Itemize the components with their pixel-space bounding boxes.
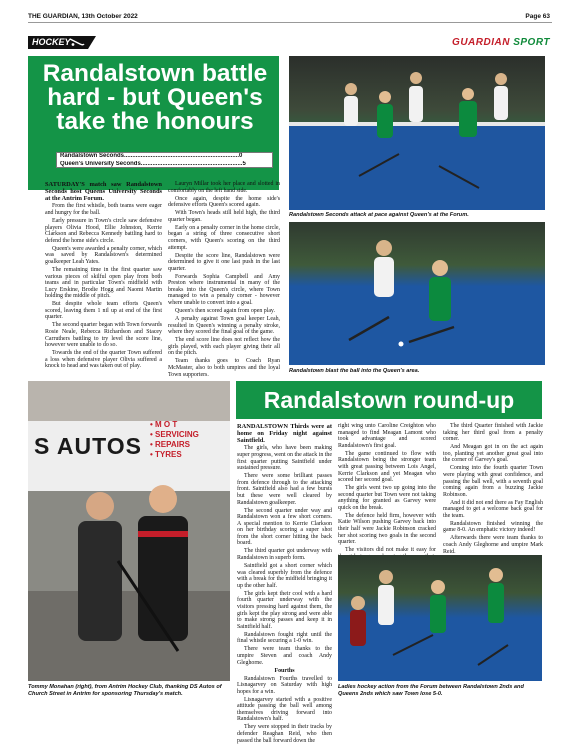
paragraph: Lisnagarvey started with a positive attitude passing the ball well among themselves driving forward into Randalstown's half. [237, 696, 332, 723]
sign-line: • M O T [150, 420, 178, 429]
guardian-sport-logo [452, 37, 550, 48]
sign-line: • TYRES [150, 450, 182, 459]
caption-sponsor-photo: Tommy Monahan (right), from Antrim Hockey Club, thanking DS Autos of Church Street in Antrim for sponsoring Thursday's match. [28, 684, 222, 697]
paragraph: The remaining time in the first quarter saw various pieces of skilful open play from both teams and in particular Town's midfield with Lucy Erskine, Brodie Hogg and Naomi Martin holding the middle of pitch. [45, 266, 162, 300]
paragraph: Towards the end of the quarter Town suffered a loss when defensive player Olivia suffered a knock to head and was taken out of play. [45, 350, 162, 370]
newspaper-date: THE GUARDIAN, 13th October 2022 [28, 13, 138, 20]
score-box [56, 152, 273, 168]
main-story-lead: SATURDAY'S match saw Randalstown Seconds host Queens University Seconds at the Antrim Forum. [45, 181, 162, 202]
subheading-fourths: Fourths [274, 667, 295, 674]
main-story-column-2 [168, 181, 280, 380]
paragraph: There were team thanks to the umpire Steven and coach Andy Gleghorne. [237, 646, 332, 666]
paragraph: With Town's heads still held high, the third quarter began. [168, 210, 280, 223]
header-rule [28, 22, 552, 23]
page-number: Page 63 [525, 13, 550, 20]
paragraph: Early pressure in Town's circle saw defensive players Olivia Hood, Ellie Johnston, Kerrie Clarkson and Rebecca Kennedy battling hard to defend the home side's circle. [45, 217, 162, 244]
caption-photo-3: Ladies hockey action from the Forum between Randalstown 2nds and Queens 2nds which saw Town lose 5-0. [338, 684, 524, 697]
paragraph: Team thanks goes to Coach Ryan McMaster, also to both umpires and the loyal Town supporters. [168, 358, 280, 378]
paragraph: Saintfield got a short corner which was cleared superbly from the defence with a break for the midfield bringing it up the other half. [237, 563, 332, 589]
roundup-column-3 [443, 423, 543, 557]
paragraph: Randalstown Fourths travelled to Lisnagarvey on Saturday with high hopes for a win. [237, 675, 332, 695]
brand-sport: SPORT [513, 37, 550, 48]
caption-photo-1: Randalstown Seconds attack at pace against Queen's at the Forum. [289, 212, 469, 218]
paragraph: Once again, despite the home side's defensive efforts Queen's scored again. [168, 195, 280, 209]
photo-match-action-3 [338, 555, 542, 681]
main-headline: Randalstown battle hard - but Queen's take the honours [42, 60, 268, 135]
score-line-home: Randalstown Seconds.....................................................................0 [60, 153, 243, 159]
caption-photo-2: Randalstown blast the ball into the Queen's area. [289, 368, 420, 374]
sign-line: • REPAIRS [150, 440, 190, 449]
paragraph: And Meagan got in on the act again too, planting yet another great goal into the corner of Garvey's goal. [443, 444, 543, 464]
paragraph: Despite the score line, Randalstown were determined to give it one last push in the last quarter. [168, 252, 280, 272]
paragraph: The girls, who have been making super progress, went on the attack in the first quarter putting Saintfield under sustained pressure. [237, 445, 332, 472]
paragraph: Randalstown fought right until the final whistle securing a 1-0 win. [237, 631, 332, 645]
paragraph: But despite whole team efforts Queen's scored, leaving them 1 nil up at end of the first quarter. [45, 301, 162, 321]
section-tag-label: HOCKEY [32, 37, 71, 47]
paragraph: They were stopped in their tracks by defender Reaghan Reid, who then passed the ball forward down the [237, 724, 332, 744]
sign-services-list [150, 420, 230, 460]
paragraph: The second quarter began with Town forwards Rosie Neale, Rebecca Richardson and Stacey Carruthers battling to try level the score line, however were unable to do so. [45, 322, 162, 349]
paragraph: And it did not end there as Fay English managed to get a welcome back goal for the team. [443, 499, 543, 519]
roundup-lead: RANDALSTOWN Thirds were at home on Friday night against Saintfield. [237, 423, 332, 444]
paragraph: The game continued to flow with Randalstown being the stronger team with great passing between Lois Angel, Kerrie Clarkson and yet Meagan who scored her second goal. [338, 450, 436, 484]
paragraph: From the first whistle, both teams were eager and hungry for the ball. [45, 203, 162, 216]
paragraph: The girls went two up going into the second quarter but Town were not taking anything for granted as Garvey were quick on the break. [338, 485, 436, 511]
paragraph: Early on a penalty corner in the home circle, began a string of three consecutive short corners, with Queen's scoring on the third attempt. [168, 224, 280, 251]
paragraph: Queen's then scored again from open play. [175, 308, 275, 315]
hockey-stick-icon [68, 38, 86, 47]
photo-players-illustration-2 [289, 222, 545, 365]
roundup-column-1 [237, 423, 332, 746]
paragraph: The visitors did not make it easy for [345, 547, 436, 554]
paragraph: right wing unto Caroline Creighton who managed to find Meagan Lamont who took advantage and scored Randalstown's first goal. [338, 423, 436, 449]
paragraph: The girls kept their cool with a hard fourth quarter underway with the visitors pressing hard against them, the girls kept the play strong and were able to make strong passes and keep it in Saintfield half. [237, 590, 332, 630]
paragraph: The third quarter got underway with Randalstown in superb form. [237, 548, 332, 562]
roundup-headline: Randalstown round-up [263, 387, 515, 413]
photo-players-illustration-3 [338, 555, 542, 681]
paragraph: Afterwards there were team thanks to coach Andy Gleghorne and umpire Mark Reid. [443, 535, 543, 555]
paragraph: The defence held firm, however with Katie Wilson pushing Garvey back into their half were Jackie Robinson cracked her shot scoring two goals in the second quarter. [338, 512, 436, 546]
paragraph: Queen's were awarded a penalty corner, which was saved by Randalstown's determined goalkeeper Leah Yates. [45, 245, 162, 265]
brand-guardian: GUARDIAN [452, 37, 510, 48]
score-line-away: Queen's University Seconds.............................................................5 [60, 160, 246, 167]
roundup-column-2 [338, 423, 436, 568]
photo-match-action-1 [289, 56, 545, 210]
paragraph: The end score line does not reflect how the girls played, with each player giving their all on the pitch. [168, 337, 280, 357]
photo-players-illustration [289, 56, 545, 210]
paragraph: The second quarter under way and Randalstown won a few short corners. A special mention to Kerrie Clarkson on her birthday scoring a super shot from the short corner hitting the back board. [237, 507, 332, 547]
sign-line: • SERVICING [150, 430, 199, 439]
paragraph: The third Quarter finished with Jackie taking her third goal from a penalty corner. [443, 423, 543, 443]
main-story-column-1 [45, 181, 162, 371]
sign-ds-autos: S AUTOS [34, 433, 142, 459]
photo-match-action-2 [289, 222, 545, 365]
paragraph: There were some brilliant passes from defence through to the attacking front. Saintfield also had a few bursts but these were well cleared by Randalstown goalkeeper. [237, 473, 332, 506]
paragraph: Coming into the fourth quarter Town were playing with great confidence, and passing the ball well, with a seventh goal coming again from a buzzing Jackie Robinson. [443, 465, 543, 498]
paragraph: A penalty against Town goal keeper Leah, resulted in Queen's winning a penalty stroke, where they scored the final goal of the game. [168, 316, 280, 336]
paragraph: Lauryn Millar took her place and slotted in comfortably on the left hand side. [168, 181, 280, 194]
paragraph: Randalstown finished winning the game 8-0. An emphatic victory indeed! [443, 520, 543, 534]
paragraph: Forwards Sophia Campbell and Amy Preston where instrumental in many of the breaks into the Queen's circle, where Town managed to win a penalty corner - however where unable to convert into a goal. [168, 273, 280, 307]
